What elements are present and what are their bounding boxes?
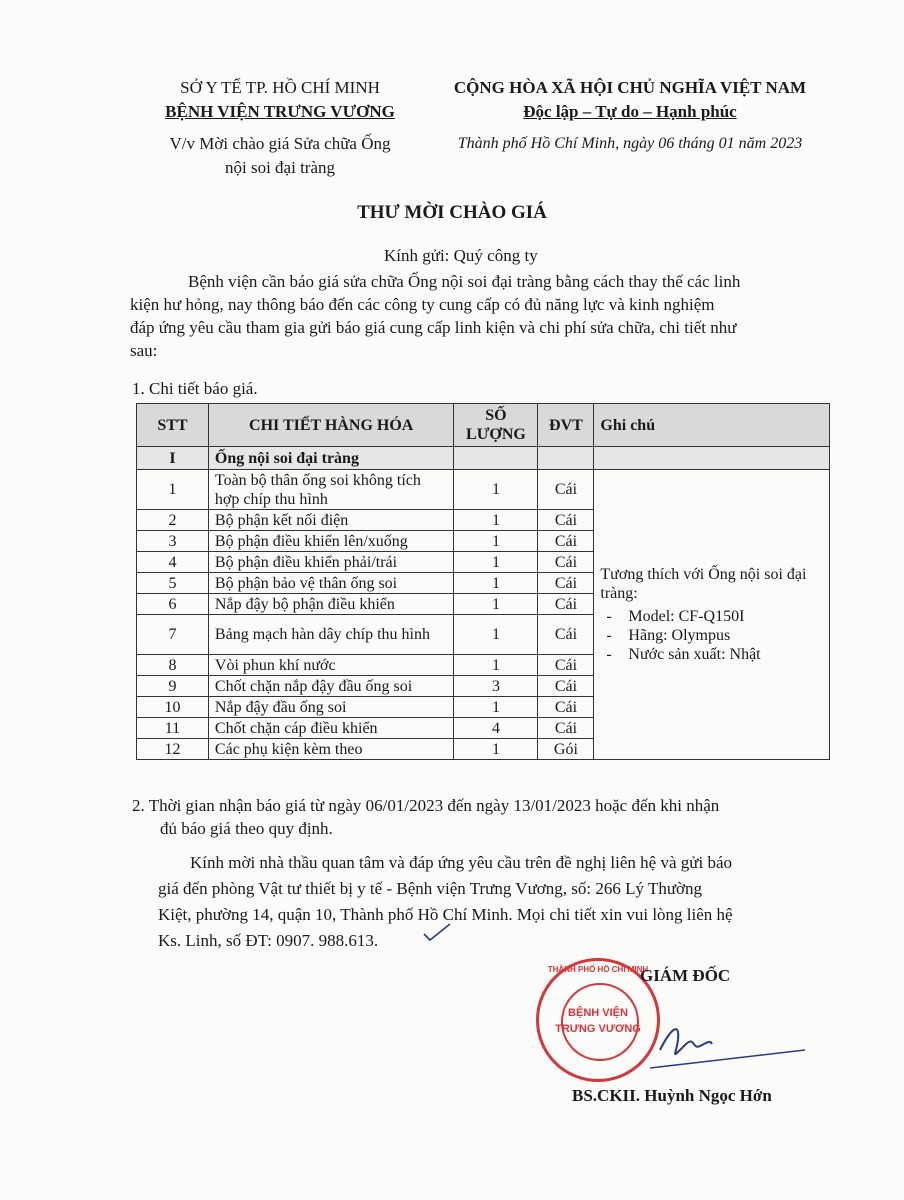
sender-block [120, 76, 440, 180]
note-list-item: - Model: CF-Q150I [600, 607, 823, 626]
cell-quantity: 1 [454, 594, 538, 615]
intro-line: sau: [130, 341, 158, 360]
section-2-line: đủ báo giá theo quy định. [160, 819, 333, 838]
cell-stt: 5 [137, 573, 209, 594]
cell-item-name: Bộ phận điều khiển lên/xuống [208, 531, 454, 552]
note-list [600, 607, 823, 664]
closing-line: Ks. Linh, số ĐT: 0907. 988.613. [158, 931, 379, 950]
intro-line: Bệnh viện cần báo giá sửa chữa Ống nội soi đại tràng bằng cách thay thế các linh [188, 272, 741, 291]
cell-stt: 4 [137, 552, 209, 573]
cell-item-name: Nắp đậy bộ phận điều khiển [208, 594, 454, 615]
cell-item-name: Bộ phận điều khiển phải/trái [208, 552, 454, 573]
empty-cell [538, 447, 594, 470]
cell-note [594, 470, 830, 760]
group-name: Ống nội soi đại tràng [208, 447, 454, 470]
section-2 [132, 794, 852, 840]
cell-item-name: Chốt chặn nắp đậy đầu ống soi [208, 676, 454, 697]
header-qty-line: SỐ [485, 407, 507, 424]
cell-unit: Cái [538, 552, 594, 573]
cell-stt: 11 [137, 718, 209, 739]
header-stt: STT [137, 404, 209, 447]
handwritten-signature [600, 1010, 820, 1080]
closing-line: Kính mời nhà thầu quan tâm và đáp ứng yêu cầu trên đề nghị liên hệ và gửi báo [190, 853, 732, 872]
cell-stt: 8 [137, 655, 209, 676]
cell-item-name: Vòi phun khí nước [208, 655, 454, 676]
quote-items-table [136, 403, 830, 760]
cell-quantity: 1 [454, 470, 538, 510]
hospital-name-text: BỆNH VIỆN TRƯNG VƯƠNG [165, 102, 395, 121]
stamp-line-1: BỆNH VIỆN [568, 1007, 628, 1019]
stamp-line-2: TRƯNG VƯƠNG [555, 1023, 641, 1035]
group-row [137, 447, 830, 470]
closing-line: giá đến phòng Vật tư thiết bị y tế - Bệnh viện Trưng Vương, số: 266 Lý Thường [158, 879, 703, 898]
cell-stt: 7 [137, 615, 209, 655]
cell-quantity: 4 [454, 718, 538, 739]
cell-stt: 1 [137, 470, 209, 510]
section-2-line: 2. Thời gian nhận báo giá từ ngày 06/01/2023 đến ngày 13/01/2023 hoặc đến khi nhận [132, 796, 720, 815]
cell-item-name: Bộ phận kết nối điện [208, 510, 454, 531]
country-name: CỘNG HÒA XÃ HỘI CHỦ NGHĨA VIỆT NAM [453, 78, 807, 97]
group-stt: I [137, 447, 209, 470]
cell-unit: Cái [538, 718, 594, 739]
header-note: Ghi chú [594, 404, 830, 447]
stamp-outer-text: THÀNH PHỐ HỒ CHÍ MINH [547, 965, 649, 974]
cell-item-name: Bộ phận bảo vệ thân ống soi [208, 573, 454, 594]
header-unit: ĐVT [538, 404, 594, 447]
cell-quantity: 1 [454, 615, 538, 655]
note-intro: Tương thích với Ống nội soi đại tràng: [600, 566, 807, 602]
cell-unit: Cái [538, 510, 594, 531]
cell-unit: Cái [538, 676, 594, 697]
cell-unit: Cái [538, 615, 594, 655]
header-qty [454, 404, 538, 447]
cell-stt: 3 [137, 531, 209, 552]
header-qty-line: LƯỢNG [466, 426, 526, 443]
cell-stt: 10 [137, 697, 209, 718]
table-header-row [137, 404, 830, 447]
cell-unit: Cái [538, 470, 594, 510]
cell-quantity: 3 [454, 676, 538, 697]
signer-role: GIÁM ĐỐC [640, 966, 731, 985]
intro-paragraph [130, 270, 850, 362]
section-1-heading: 1. Chi tiết báo giá. [132, 379, 258, 398]
cell-stt: 12 [137, 739, 209, 760]
table-row [137, 470, 830, 510]
cell-quantity: 1 [454, 573, 538, 594]
cell-stt: 9 [137, 676, 209, 697]
cell-item-name: Bảng mạch hàn dây chíp thu hình [208, 615, 454, 655]
cell-stt: 2 [137, 510, 209, 531]
department-name: SỞ Y TẾ TP. HỒ CHÍ MINH [180, 78, 380, 97]
document-title: THƯ MỜI CHÀO GIÁ [357, 202, 547, 223]
intro-line: kiện hư hỏng, nay thông báo đến các công ty cung cấp có đủ năng lực và kinh nghiệm [130, 295, 715, 314]
cell-unit: Cái [538, 697, 594, 718]
cell-item-name: Nắp đậy đầu ống soi [208, 697, 454, 718]
closing-line: Kiệt, phường 14, quận 10, Thành phố Hồ Chí Minh. Mọi chi tiết xin vui lòng liên hệ [158, 905, 733, 924]
note-list-item: - Nước sản xuất: Nhật [600, 645, 823, 664]
cell-quantity: 1 [454, 552, 538, 573]
subject-line-2: nội soi đại tràng [224, 158, 335, 177]
check-mark-icon [422, 922, 452, 944]
motto-text: Độc lập – Tự do – Hạnh phúc [523, 102, 737, 121]
cell-item-name: Toàn bộ thân ống soi không tích hợp chíp thu hình [208, 470, 454, 510]
cell-quantity: 1 [454, 697, 538, 718]
intro-line: đáp ứng yêu cầu tham gia gửi báo giá cung cấp linh kiện và chi phí sửa chữa, chi tiết như [130, 318, 737, 337]
cell-quantity: 1 [454, 655, 538, 676]
cell-quantity: 1 [454, 739, 538, 760]
empty-cell [594, 447, 830, 470]
closing-paragraph [158, 850, 858, 954]
header-detail: CHI TIẾT HÀNG HÓA [208, 404, 454, 447]
cell-stt: 6 [137, 594, 209, 615]
note-list-item: - Hãng: Olympus [600, 626, 823, 645]
motto [420, 100, 840, 124]
cell-unit: Cái [538, 594, 594, 615]
cell-quantity: 1 [454, 531, 538, 552]
cell-item-name: Các phụ kiện kèm theo [208, 739, 454, 760]
hospital-name [120, 100, 440, 124]
cell-quantity: 1 [454, 510, 538, 531]
national-heading [420, 76, 840, 156]
cell-unit: Cái [538, 573, 594, 594]
cell-unit: Cái [538, 655, 594, 676]
empty-cell [454, 447, 538, 470]
greeting: Kính gửi: Quý công ty [384, 246, 538, 265]
cell-unit: Cái [538, 531, 594, 552]
subject-line-1: V/v Mời chào giá Sửa chữa Ống [169, 134, 391, 153]
cell-unit: Gói [538, 739, 594, 760]
place-date: Thành phố Hồ Chí Minh, ngày 06 tháng 01 năm 2023 [457, 135, 803, 152]
cell-item-name: Chốt chặn cáp điều khiển [208, 718, 454, 739]
signer-name: BS.CKII. Huỳnh Ngọc Hớn [572, 1086, 772, 1105]
